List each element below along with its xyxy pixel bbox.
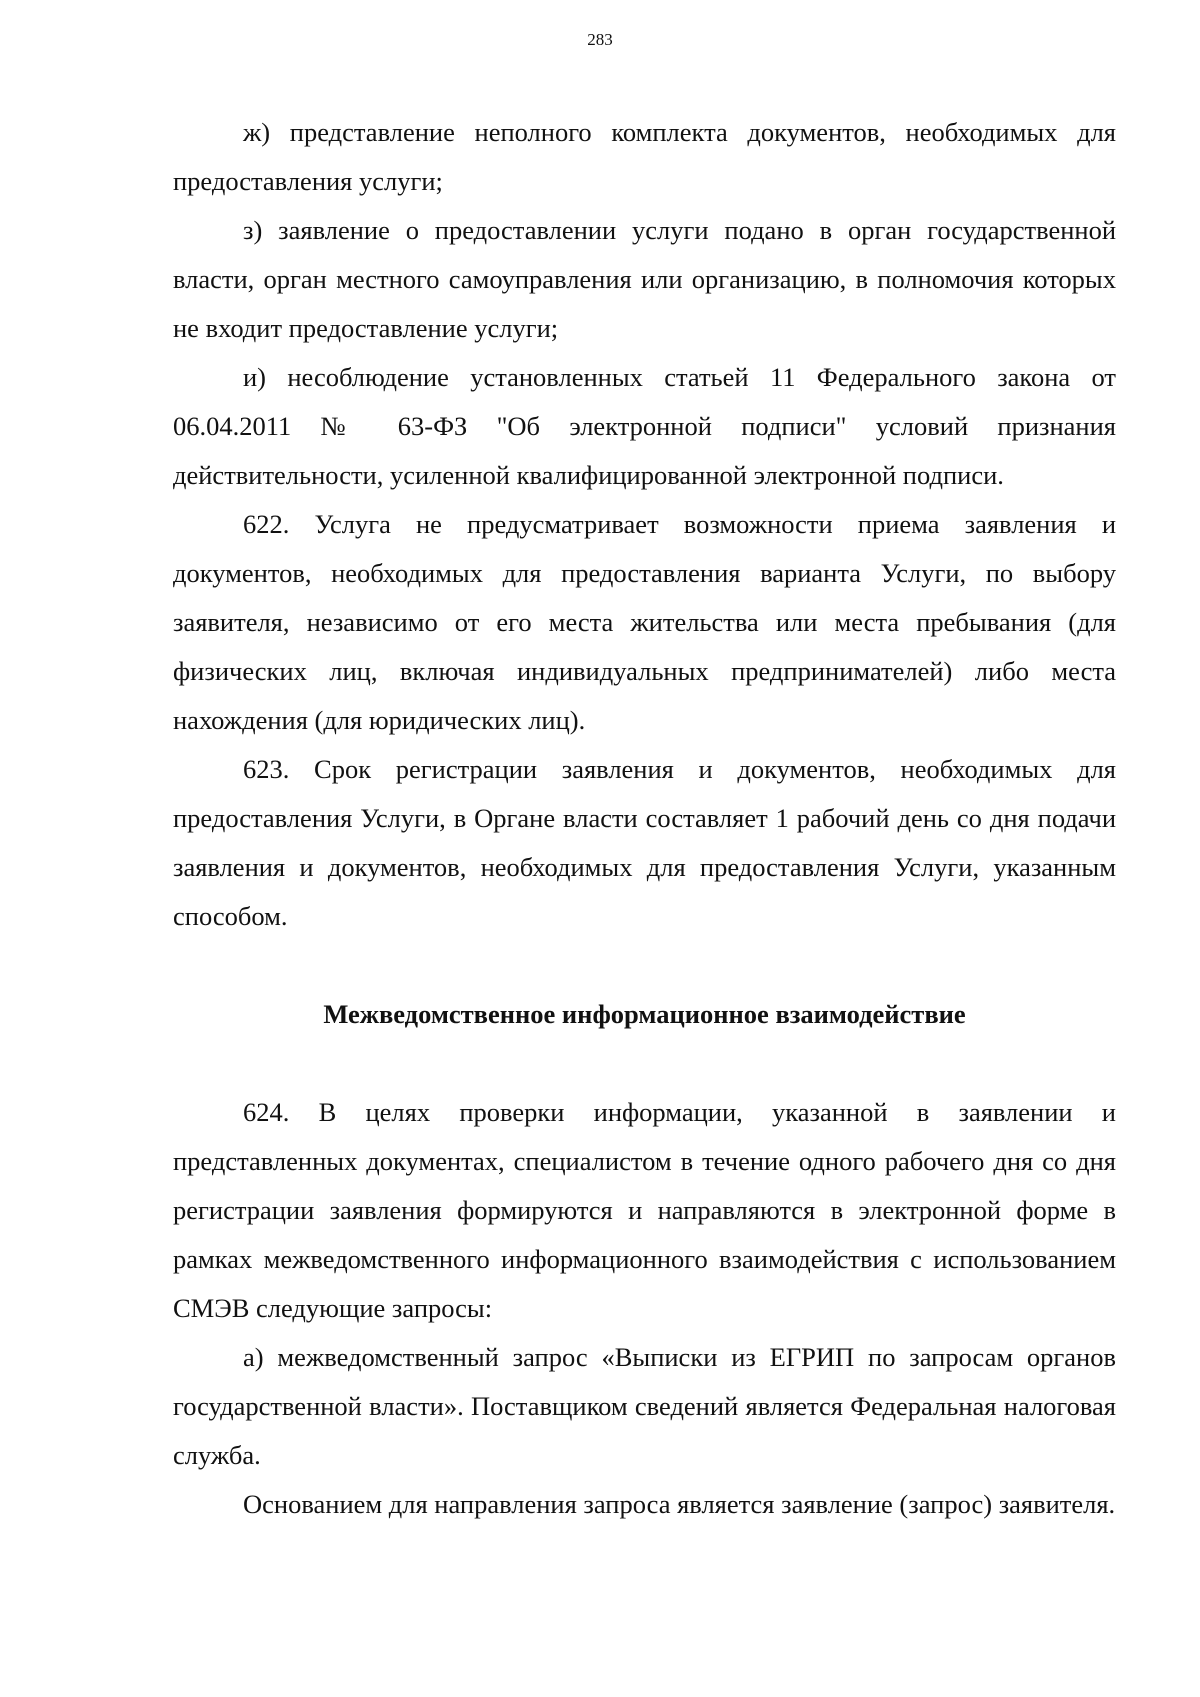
paragraph-z: з) заявление о предоставлении услуги подано в орган государственной власти, орган местного самоуправления или организацию, в полномочия которых не входит предоставление услуги; bbox=[173, 215, 1116, 343]
section-heading: Межведомственное информационное взаимодействие bbox=[323, 999, 966, 1029]
paragraph-i: и) несоблюдение установленных статьей 11 Федерального закона от 06.04.2011 № 63-ФЗ "Об электронной подписи" условий признания действительности, усиленной квалифицированной электронной подписи. bbox=[173, 362, 1116, 490]
paragraph-a: а) межведомственный запрос «Выписки из ЕГРИП по запросам органов государственной власти». Поставщиком сведений является Федеральная налоговая служба. bbox=[173, 1342, 1116, 1470]
paragraph-basis: Основанием для направления запроса является заявление (запрос) заявителя. bbox=[243, 1489, 1116, 1519]
page-number: 283 bbox=[587, 30, 613, 49]
paragraph-623: 623. Срок регистрации заявления и документов, необходимых для предоставления Услуги, в Органе власти составляет 1 рабочий день со дня подачи заявления и документов, необходимых для предоставления Услуги, указанным способом. bbox=[173, 754, 1116, 931]
paragraph-zh: ж) представление неполного комплекта документов, необходимых для предоставления услуги; bbox=[173, 117, 1116, 196]
paragraph-624: 624. В целях проверки информации, указанной в заявлении и представленных документах, специалистом в течение одного рабочего дня со дня регистрации заявления формируются и направляются в электронной форме в рамках межведомственного информационного взаимодействия с использованием СМЭВ следующие запросы: bbox=[173, 1097, 1116, 1323]
document-body bbox=[173, 108, 1116, 1529]
paragraph-622: 622. Услуга не предусматривает возможности приема заявления и документов, необходимых для предоставления варианта Услуги, по выбору заявителя, независимо от его места жительства или места пребывания (для физических лиц, включая индивидуальных предпринимателей) либо места нахождения (для юридических лиц). bbox=[173, 509, 1116, 735]
